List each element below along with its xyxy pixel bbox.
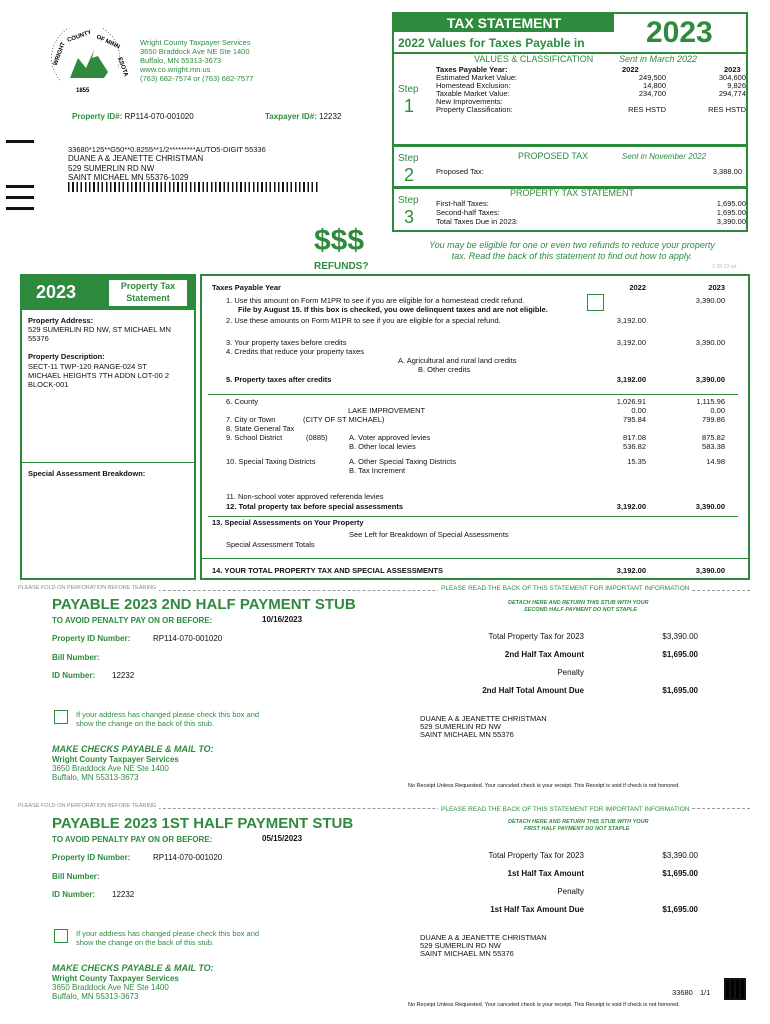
stub-bill-label: Bill Number: [52, 872, 100, 881]
detail-l1b-label: File by August 15. If this box is checked, you owe delinquent taxes and are not eligible. [238, 305, 548, 314]
agency-phone: (763) 682-7574 or (763) 682-7577 [140, 74, 254, 83]
detail-head-2023: 2023 [708, 283, 725, 292]
fold-marks [6, 140, 34, 210]
stub-id-label: ID Number: [52, 671, 96, 680]
step2-title: PROPOSED TAX [518, 151, 589, 161]
svg-text:ESOTA: ESOTA [116, 56, 128, 78]
step1-col-label: Taxes Payable Year: [436, 65, 508, 74]
agency-web[interactable]: www.co.wright.mn.us [140, 65, 211, 74]
step3-row-value: 3,390.00 [716, 217, 746, 226]
detail-l9-2023: 875.82 [702, 433, 725, 442]
detail-l9b-label: B. Other local levies [349, 442, 416, 451]
detail-l1-2023: 3,390.00 [695, 296, 725, 305]
detail-l7-2023: 799.86 [702, 415, 725, 424]
stub-penalty-label: Penalty [557, 668, 584, 677]
refunds-text [392, 240, 752, 261]
detail-l2-label: 2. Use these amounts on Form M1PR to see if you are eligible for a special refund. [226, 316, 501, 325]
detail-l14-label: 14. YOUR TOTAL PROPERTY TAX AND SPECIAL ASSESSMENTS [212, 566, 444, 575]
side-special-label: Special Assessment Breakdown: [28, 469, 146, 478]
stub-detach-2: FIRST HALF PAYMENT DO NOT STAPLE [524, 826, 630, 832]
step2-sent: Sent in November 2022 [622, 152, 707, 161]
stub-title: PAYABLE 2023 2ND HALF PAYMENT STUB [52, 596, 356, 613]
detail-l13b-label: Special Assessment Totals [226, 540, 315, 549]
step1-row-label: New Improvements: [436, 97, 503, 106]
svg-text:OF MINN: OF MINN [95, 34, 121, 51]
step2-label: Step [398, 153, 419, 164]
step1-box [392, 54, 748, 146]
tax-statement-header [392, 12, 748, 54]
stub-due-label: 2nd Half Total Amount Due [482, 686, 584, 695]
stub-title: PAYABLE 2023 1ST HALF PAYMENT STUB [52, 815, 354, 832]
perf-left-2: PLEASE FOLD ON PERFORATION BEFORE TEARING [18, 803, 159, 809]
agency-name: Wright County Taxpayer Services [140, 38, 251, 47]
detail-l12-2023: 3,390.00 [695, 502, 725, 511]
payee-name: Wright County Taxpayer Services [52, 974, 179, 983]
detail-l3-2023: 3,390.00 [695, 338, 725, 347]
detail-l6-2023: 1,115.96 [696, 397, 725, 406]
side-title-2: Statement [126, 293, 170, 303]
qr-code [724, 978, 746, 1000]
step1-row-label: Estimated Market Value: [436, 73, 518, 82]
side-addr-label: Property Address: [28, 316, 94, 325]
address-change-checkbox[interactable] [54, 929, 68, 943]
stub-half: $1,695.00 [662, 869, 698, 878]
step1-row-label: Homestead Exclusion: [436, 81, 511, 90]
stub-due-label: 1st Half Tax Amount Due [490, 905, 584, 914]
stub-bill-label: Bill Number: [52, 653, 100, 662]
address-change-checkbox[interactable] [54, 710, 68, 724]
agency-info [140, 38, 340, 83]
stub-due-date: 05/15/2023 [262, 834, 303, 843]
perf-left: PLEASE FOLD ON PERFORATION BEFORE TEARING [18, 585, 159, 591]
stub-detach-2: SECOND HALF PAYMENT DO NOT STAPLE [524, 607, 638, 613]
detail-l7-label: 7. City or Town [226, 415, 276, 424]
stub-due-date: 10/16/2023 [262, 615, 303, 624]
mail-city: SAINT MICHAEL MN 55376-1029 [68, 173, 189, 182]
property-id-label: Property ID#: [72, 112, 123, 121]
stub-property-id: RP114-070-001020 [153, 634, 223, 643]
detail-l13a-label: See Left for Breakdown of Special Assessments [349, 530, 509, 539]
stub-property-id: RP114-070-001020 [153, 853, 223, 862]
step3-title: PROPERTY TAX STATEMENT [510, 188, 635, 198]
step2-proposed-value: 3,388.00 [712, 167, 742, 176]
detail-head-label: Taxes Payable Year [212, 283, 281, 292]
detail-l14-2023: 3,390.00 [695, 566, 725, 575]
tax-statement-title: TAX STATEMENT [394, 14, 614, 32]
postal-barcode [68, 182, 318, 192]
stub-payer-street: 529 SUMERLIN RD NW [420, 722, 501, 731]
step3-label: Step [398, 195, 419, 206]
step1-row-value-2022: RES HSTD [628, 105, 666, 114]
side-divider [22, 462, 194, 463]
step1-row-value-2023: 304,600 [718, 73, 746, 82]
page-number: 1/1 [700, 988, 711, 997]
stub-total-label: Total Property Tax for 2023 [488, 632, 584, 641]
step3-row-value: 1,695.00 [716, 208, 746, 217]
step3-row-label: Second-half Taxes: [436, 208, 500, 217]
step3-row-label: First-half Taxes: [436, 199, 489, 208]
detail-l9-label: 9. School District [226, 433, 283, 442]
detail-l4-label: 4. Credits that reduce your property taxes [226, 347, 364, 356]
step1-row-value-2023: 294,774 [718, 89, 746, 98]
stub-due: $1,695.00 [662, 686, 698, 695]
stub-half-label: 2nd Half Tax Amount [504, 650, 584, 659]
detail-l3-2022: 3,192.00 [616, 338, 646, 347]
detail-l7c-label: (CITY OF ST MICHAEL) [303, 415, 385, 424]
detail-l6-2022: 1,026.91 [616, 397, 646, 406]
svg-text:COUNTY: COUNTY [66, 29, 93, 44]
address-change-text-1: If your address has changed please check this box and [76, 929, 260, 938]
agency-addr1: 3650 Braddock Ave NE Ste 1400 [140, 47, 250, 56]
refunds-label: REFUNDS? [314, 261, 369, 272]
detail-l5-2022: 3,192.00 [616, 375, 646, 384]
make-checks-label: MAKE CHECKS PAYABLE & MAIL TO: [52, 963, 214, 973]
detail-l4a-label: A. Agricultural and rural land credits [398, 356, 517, 365]
stub-payer-street: 529 SUMERLIN RD NW [420, 941, 501, 950]
side-panel [20, 274, 196, 580]
values-line: 2022 Values for Taxes Payable in [398, 36, 585, 50]
payee-addr-1: 3650 Braddock Ave NE Ste 1400 [52, 983, 169, 992]
stub-detach-1: DETACH HERE AND RETURN THIS STUB WITH YOUR [508, 819, 649, 825]
stub-total-label: Total Property Tax for 2023 [488, 851, 584, 860]
taxpayer-id-label: Taxpayer ID#: [265, 112, 317, 121]
stub-property-id-label: Property ID Number: [52, 853, 131, 862]
detail-l9b-2022: 536.82 [623, 442, 646, 451]
step1-row-value-2022: 14,800 [643, 81, 666, 90]
detail-l8-label: 8. State General Tax [226, 424, 295, 433]
stub-detach-1: DETACH HERE AND RETURN THIS STUB WITH YOUR [508, 600, 649, 606]
detail-l14-2022: 3,192.00 [616, 566, 646, 575]
stub-penalty-label: Penalty [557, 887, 584, 896]
detail-l7-2022: 795.84 [623, 415, 646, 424]
step1-row-value-2022: 234,700 [638, 89, 666, 98]
step2-number: 2 [404, 165, 415, 185]
agency-addr2: Buffalo, MN 55313-3673 [140, 56, 222, 65]
detail-l2-2022: 3,192.00 [616, 316, 646, 325]
payee-addr-1: 3650 Braddock Ave NE Ste 1400 [52, 764, 169, 773]
delinquent-checkbox[interactable] [587, 294, 604, 311]
property-id: RP114-070-001020 [124, 112, 194, 121]
step1-row-value-2023: 9,826 [727, 81, 746, 90]
side-desc: SECT-11 TWP-120 RANGE-024 ST MICHAEL HEIGHTS 7TH ADDN LOT-00 2 BLOCK-001 [28, 362, 170, 389]
payee-addr-2: Buffalo, MN 55313-3673 [52, 992, 139, 1001]
detail-l6b-2023: 0.00 [710, 406, 725, 415]
stub-total: $3,390.00 [662, 632, 698, 641]
statement-year: 2023 [646, 16, 713, 49]
refunds-code: 2-28-23 rpt [712, 264, 737, 270]
mail-street: 529 SUMERLIN RD NW [68, 163, 155, 173]
refunds-text-line1: You may be eligible for one or even two refunds to reduce your property [429, 240, 715, 250]
page-code: 33680 [672, 988, 693, 997]
step3-box [392, 188, 748, 232]
refunds-dollars: $$$ [314, 224, 365, 257]
detail-l12-label: 12. Total property tax before special assessments [226, 502, 404, 511]
step1-number: 1 [404, 96, 415, 116]
detail-l5-2023: 3,390.00 [695, 375, 725, 384]
mail-name: DUANE A & JEANETTE CHRISTMAN [68, 154, 204, 163]
step1-sent: Sent in March 2022 [619, 54, 698, 64]
stub-half-label: 1st Half Tax Amount [507, 869, 584, 878]
taxpayer-id: 12232 [319, 112, 342, 121]
stub-half: $1,695.00 [662, 650, 698, 659]
county-seal [48, 28, 128, 98]
step3-number: 3 [404, 207, 415, 227]
stub-id: 12232 [112, 890, 135, 899]
detail-l5-label: 5. Property taxes after credits [226, 375, 332, 384]
stub-payer-name: DUANE A & JEANETTE CHRISTMAN [420, 933, 547, 942]
stub-id-label: ID Number: [52, 890, 96, 899]
step1-row-label: Property Classification: [436, 105, 513, 114]
refunds-text-line2: tax. Read the back of this statement to find out how to apply. [451, 250, 693, 261]
detail-l9b-2023: 583.38 [702, 442, 725, 451]
detail-l3-label: 3. Your property taxes before credits [226, 338, 347, 347]
detail-l10-2023: 14.98 [706, 457, 725, 466]
detail-l10-2022: 15.35 [627, 457, 646, 466]
side-addr: 529 SUMERLIN RD NW, ST MICHAEL MN 55376 [28, 325, 171, 343]
step1-row-value-2022: 249,500 [638, 73, 666, 82]
step1-label: Step [398, 84, 419, 95]
step1-row-value-2023: RES HSTD [708, 105, 746, 114]
step1-year2: 2023 [724, 65, 741, 74]
address-change-text-1: If your address has changed please check this box and [76, 710, 260, 719]
detail-l11-label: 11. Non-school voter approved referenda levies [226, 492, 384, 501]
step1-row-label: Taxable Market Value: [436, 89, 510, 98]
step3-row-value: 1,695.00 [716, 199, 746, 208]
side-desc-label: Property Description: [28, 352, 105, 361]
stub-due: $1,695.00 [662, 905, 698, 914]
step2-box [392, 146, 748, 188]
address-change-text-2: show the change on the back of this stub. [76, 719, 215, 728]
detail-l9n-label: (0885) [306, 433, 328, 442]
detail-l10b-label: B. Tax Increment [349, 466, 406, 475]
detail-l4b-label: B. Other credits [418, 365, 471, 374]
stub-avoid-label: TO AVOID PENALTY PAY ON OR BEFORE: [52, 616, 213, 625]
step1-title: VALUES & CLASSIFICATION [474, 54, 594, 64]
stub-property-id-label: Property ID Number: [52, 634, 131, 643]
detail-l9a-label: A. Voter approved levies [349, 433, 431, 442]
payee-name: Wright County Taxpayer Services [52, 755, 179, 764]
receipt-note: No Receipt Unless Requested. Your canceled check is your receipt. This Receipt is void if check is not honored. [408, 1002, 680, 1008]
detail-l9-2022: 817.08 [623, 433, 646, 442]
detail-l13-label: 13. Special Assessments on Your Property [212, 518, 364, 527]
stub-payer-name: DUANE A & JEANETTE CHRISTMAN [420, 714, 547, 723]
detail-l6b-2022: 0.00 [631, 406, 646, 415]
step2-proposed-label: Proposed Tax: [436, 167, 484, 176]
mailing-address [68, 145, 388, 183]
step1-year1: 2022 [622, 65, 639, 74]
step3-row-label: Total Taxes Due in 2023: [436, 217, 518, 226]
detail-l10a-label: A. Other Special Taxing Districts [349, 457, 456, 466]
detail-head-2022: 2022 [629, 283, 646, 292]
taxpayer-id-line [265, 112, 341, 122]
receipt-note: No Receipt Unless Requested. Your canceled check is your receipt. This Receipt is void if check is not honored. [408, 783, 680, 789]
detail-l6-label: 6. County [226, 397, 259, 406]
stub-payer-city: SAINT MICHAEL MN 55376 [420, 949, 514, 958]
property-id-line [72, 112, 194, 122]
perf-right: PLEASE READ THE BACK OF THIS STATEMENT FOR IMPORTANT INFORMATION [438, 585, 692, 592]
side-title-1: Property Tax [120, 281, 176, 291]
stub-total: $3,390.00 [662, 851, 698, 860]
make-checks-label: MAKE CHECKS PAYABLE & MAIL TO: [52, 744, 214, 754]
stub-payer-city: SAINT MICHAEL MN 55376 [420, 730, 514, 739]
address-change-text-2: show the change on the back of this stub. [76, 938, 215, 947]
stub-avoid-label: TO AVOID PENALTY PAY ON OR BEFORE: [52, 835, 213, 844]
svg-text:WRIGHT: WRIGHT [52, 41, 67, 67]
detail-l6b-label: LAKE IMPROVEMENT [348, 406, 426, 415]
mail-code: 33680*125**G50**0.8255**1/2*********AUTO5-DIGIT 55336 [68, 145, 266, 154]
perf-right-2: PLEASE READ THE BACK OF THIS STATEMENT FOR IMPORTANT INFORMATION [438, 806, 692, 813]
side-year: 2023 [36, 282, 77, 302]
stub-id: 12232 [112, 671, 135, 680]
detail-l10-label: 10. Special Taxing Districts [226, 457, 316, 466]
detail-l1-label: 1. Use this amount on Form M1PR to see if you are eligible for a homestead credit refund. [226, 296, 525, 305]
payee-addr-2: Buffalo, MN 55313-3673 [52, 773, 139, 782]
svg-text:1855: 1855 [76, 88, 90, 94]
detail-l12-2022: 3,192.00 [616, 502, 646, 511]
